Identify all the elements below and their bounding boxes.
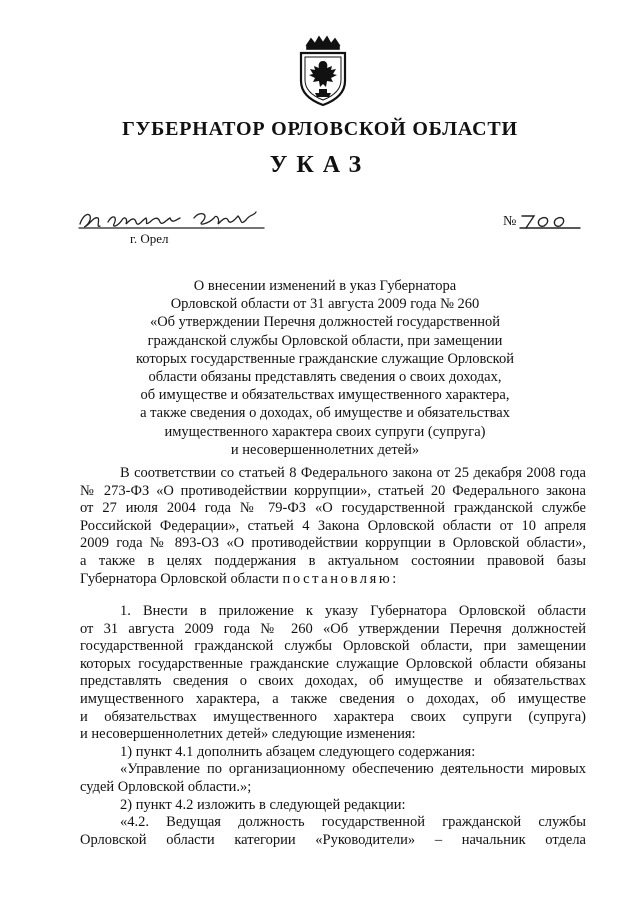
preamble-paragraph [80, 465, 586, 588]
item-line: 2) пункт 4.2 изложить в следующей редакции: [120, 796, 406, 813]
heading-line: Орловской области от 31 августа 2009 года № 260 [170, 296, 480, 313]
item-line: от 31 августа 2009 года № 260 «Об утверждении Перечня должностей [80, 620, 586, 637]
heading-line: и несовершеннолетних детей» [230, 441, 420, 458]
preamble-line: В соответствии со статьей 8 Федерального закона от 25 декабря 2008 года [120, 465, 586, 481]
item-line: судей Орловской области.»; [80, 778, 252, 795]
handwritten-date-signature [78, 206, 270, 236]
city-label: г. Орел [130, 231, 169, 246]
preamble-final-line [80, 571, 586, 589]
heading-line: области обязаны представлять сведения о своих доходах, [148, 369, 502, 386]
preamble-line: а также в целях поддержания в актуальном состоянии правовой базы [80, 552, 586, 569]
item-line: 1. Внести в приложение к указу Губернатора Орловской области [120, 603, 586, 619]
preamble-line: 2009 года № 893-ОЗ «О противодействии коррупции в Орловской области», [80, 535, 586, 552]
preamble-line: Российской Федерации», статьей 4 Закона Орловской области от 10 апреля [80, 517, 586, 534]
decree-heading [110, 277, 540, 459]
decree-title: УКАЗ [269, 152, 371, 178]
preamble-last-text: Губернатора Орловской области [80, 570, 279, 587]
item-line: имущественного характера, а также сведения о доходах, об имуществе [80, 690, 586, 707]
coat-of-arms-emblem [295, 35, 351, 107]
item-line: «4.2. Ведущая должность государственной гражданской службы [120, 814, 586, 831]
item-line: «Управление по организационному обеспечению деятельности мировых [120, 761, 586, 778]
item-line: представлять сведения о своих доходах, об имуществе и обязательствах [80, 673, 586, 690]
handwritten-decree-number [518, 208, 582, 234]
decree-verb: постановляю: [282, 570, 399, 587]
heading-line: О внесении изменений в указ Губернатора [193, 278, 457, 294]
item-line: и обязательствах имущественного характера своих супруги (супруга) [80, 708, 586, 725]
heading-line: которых государственные гражданские служащие Орловской [136, 350, 514, 367]
heading-line: имущественного характера своих супруги (супруга) [164, 423, 486, 440]
preamble-line: от 27 июля 2004 года № 79-ФЗ «О государственной гражданской службе [80, 500, 586, 517]
heading-line: «Об утверждении Перечня должностей государственной [149, 314, 501, 331]
item-line: Орловской области категории «Руководители» – начальник отдела [80, 831, 586, 848]
heading-line: а также сведения о доходах, об имуществе и обязательствах [140, 405, 510, 422]
heading-line: гражданской службы Орловской области, при замещении [147, 332, 503, 349]
item-paragraph [80, 603, 586, 849]
heading-line: об имуществе и обязательствах имущественного характера, [140, 387, 510, 404]
item-line: которых государственные гражданские служащие Орловской области обязаны [80, 655, 586, 672]
item-line: государственной гражданской службы Орловской области, при замещении [80, 638, 586, 655]
number-sign: № [503, 214, 517, 229]
governor-title: ГУБЕРНАТОР ОРЛОВСКОЙ ОБЛАСТИ [122, 118, 518, 140]
item-line: 1) пункт 4.1 дополнить абзацем следующего содержания: [120, 743, 476, 760]
preamble-line: № 273-ФЗ «О противодействии коррупции», статьей 20 Федерального закона [80, 482, 586, 499]
item-line: и несовершеннолетних детей» следующие изменения: [80, 726, 416, 743]
